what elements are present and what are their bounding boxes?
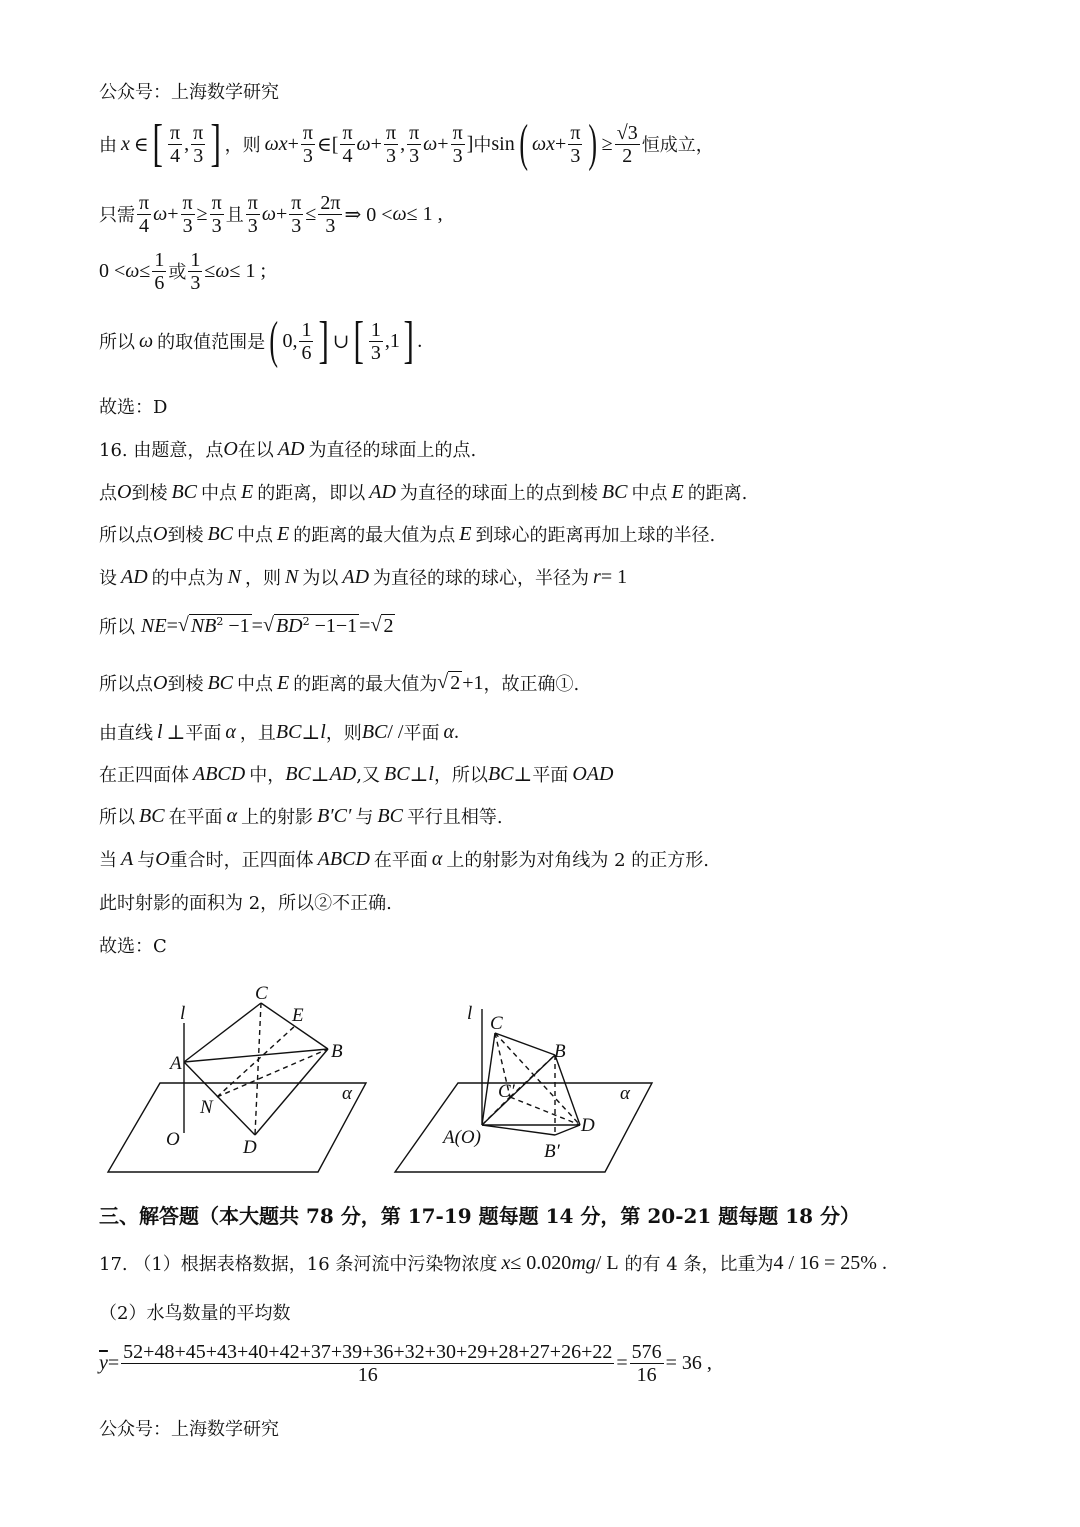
label-B-left: B xyxy=(331,1041,343,1062)
text: 17. （1）根据表格数据，16 条河流中污染物浓度 xyxy=(99,1254,498,1275)
label-D-right: D xyxy=(581,1115,595,1136)
text: 的距离. xyxy=(687,483,748,504)
solution-16-line-5: 所以 NE = √ $NB^2 -1$ = √ $BD^2 -1-1$ = √ 2 xyxy=(99,614,394,638)
text: 或 xyxy=(168,262,187,283)
text: 由 xyxy=(99,135,117,156)
text: 中 xyxy=(473,135,492,156)
text: 与 xyxy=(355,807,374,828)
text: 到球心的距离再加上球的半径. xyxy=(475,525,716,546)
text: 为直径的球面上的点到棱 xyxy=(399,483,598,504)
text: ，则 xyxy=(325,723,362,744)
solution-16-line-1: 16. 由题意，点 O 在以 AD 为直径的球面上的点. xyxy=(99,437,477,461)
solution-16-line-9: 所以 BC 在平面 α 上的射影 B′C′ 与 BC 平行且相等. xyxy=(99,804,503,828)
text: 平面 xyxy=(532,765,569,786)
text: 的中点为 xyxy=(151,568,224,589)
text: 中， xyxy=(249,765,286,786)
solution-17-line-2: （2）水鸟数量的平均数 xyxy=(99,1303,291,1324)
page-header: 公众号：上海数学研究 xyxy=(99,82,279,103)
proj-C-prime-D xyxy=(510,1097,580,1125)
solution-16-line-2: 点 O 到棱 BC 中点 E 的距离，即以 AD 为直径的球面上的点到棱 BC 中点 E 的距离. xyxy=(99,480,748,504)
solution-17-line-1: 17. （1）根据表格数据，16 条河流中污染物浓度 x ≤ 0.020 mg / L 的有 4 条，比重为 4 / 16 = 25% . xyxy=(99,1251,887,1275)
label-alpha-right: α xyxy=(620,1083,630,1104)
text: 的距离的最大值为 xyxy=(293,674,438,695)
text: 在正四面体 xyxy=(99,765,189,786)
label-A-O: A(O) xyxy=(443,1127,481,1148)
text: 且 xyxy=(225,205,244,226)
label-alpha-left: α xyxy=(342,1083,352,1104)
text: 在以 xyxy=(237,440,274,461)
text: 所以点 xyxy=(99,525,153,546)
label-O-left: O xyxy=(166,1129,180,1150)
edge-BD xyxy=(255,1049,328,1135)
text: 点 xyxy=(99,483,117,504)
text: 恒成立， xyxy=(641,135,714,156)
text: 到棱 xyxy=(131,483,168,504)
edge-BD-right xyxy=(555,1055,580,1125)
label-l-right: l xyxy=(467,1003,473,1024)
solution-15-line-1: 由 x ∈ [ $\frac{\pi}{4}$ , $\frac{\pi}{3}$ ] ，则 ωx + $\frac{\pi}{3}$ ∈[ $\frac{\pi}{4}$ ω + $\frac{\pi}{3}$ , $\frac{\pi}{3}$ ω + $\frac{\pi}{3}$ ] 中 sin ( ωx + $\frac{\pi}{3}$ ) ≥ $\frac{√3}{2}$ 恒成立， xyxy=(99,115,714,172)
mean-numerator: 52+48+45+43+40+42+37+39+36+32+30+29+28+27+26+22 xyxy=(123,1340,613,1363)
edge-CD-right xyxy=(495,1033,580,1125)
page-footer: 公众号：上海数学研究 xyxy=(99,1419,279,1440)
text: ，故正确①. xyxy=(483,674,580,695)
text: 为直径的球的球心，半径为 xyxy=(373,568,590,589)
mean-denominator: 16 xyxy=(357,1363,378,1386)
text: 上的射影 xyxy=(241,807,314,828)
text: ，则 xyxy=(245,568,282,589)
text: 的取值范围是 xyxy=(157,332,266,353)
text: 在平面 xyxy=(373,850,428,871)
solution-16-line-3: 所以点 O 到棱 BC 中点 E 的距离的最大值为点 E 到球心的距离再加上球的半径. xyxy=(99,522,716,546)
solution-15-line-4: 所以 ω 的取值范围是 ( 0, $\frac{1}{6}$ ] ∪ [ $\frac{1}{3}$ ,1 ] . xyxy=(99,312,423,369)
solution-16-line-6: 所以点 O 到棱 BC 中点 E 的距离的最大值为 √ 2 +1 ，故正确①. xyxy=(99,671,580,695)
edge-AC xyxy=(184,1003,261,1062)
plane-alpha-left xyxy=(108,1083,366,1172)
text: 的距离，即以 xyxy=(257,483,366,504)
label-B-right: B xyxy=(554,1041,566,1062)
text: 所以 xyxy=(99,332,135,353)
solution-16-line-11: 此时射影的面积为 2，所以②不正确. xyxy=(99,893,392,914)
label-l-left: l xyxy=(180,1003,186,1024)
text: ,又 xyxy=(356,765,380,786)
text: 与 xyxy=(137,850,156,871)
solution-16-line-4: 设 AD 的中点为 N ，则 N 为以 AD 为直径的球的球心，半径为 r = 1 xyxy=(99,565,628,589)
text: 到棱 xyxy=(167,674,204,695)
solution-15-line-2: 只需 $\frac{\pi}{4}$ ω + $\frac{\pi}{3}$ ≥ $\frac{\pi}{3}$ 且 $\frac{\pi}{3}$ ω + $\frac{\pi}{3}$ ≤ $\frac{2\pi}{3}$ ⇒ 0 < ω ≤ 1 , xyxy=(99,191,443,237)
sum-denominator: 16 xyxy=(636,1363,657,1386)
text: 的距离的最大值为点 xyxy=(293,525,456,546)
text: 为以 xyxy=(302,568,339,589)
section-3-title: 三、解答题（本大题共 78 分，第 17-19 题每题 14 分，第 20-21 题每题 18 分） xyxy=(99,1204,861,1228)
text: 设 xyxy=(99,568,117,589)
plane-alpha-right xyxy=(395,1083,652,1172)
solution-15-line-3: 0 < ω ≤ $\frac{1}{6}$ 或 $\frac{1}{3}$ ≤ ω ≤ 1 ; xyxy=(99,248,267,294)
text: 中点 xyxy=(237,674,274,695)
solution-16-line-8: 在正四面体 ABCD 中， BC ⊥ AD ,又 BC ⊥ l ，所以 BC ⊥ 平面 OAD xyxy=(99,762,614,786)
edge-AB xyxy=(184,1049,328,1062)
text: ，则 xyxy=(224,135,261,156)
figure-left xyxy=(108,1003,366,1172)
label-A-left: A xyxy=(170,1053,182,1074)
text: 平面 xyxy=(403,723,440,744)
answer-16: 故选：C xyxy=(99,936,167,957)
text: 平面 xyxy=(185,723,222,744)
text: 16. 由题意，点 xyxy=(99,440,224,461)
text: 中点 xyxy=(631,483,668,504)
figure-right xyxy=(395,1009,652,1172)
geometry-figures xyxy=(0,985,1080,1195)
label-C-prime: C′ xyxy=(498,1081,515,1102)
text: ，所以 xyxy=(433,765,488,786)
text: 为直径的球面上的点. xyxy=(308,440,477,461)
text: 由直线 xyxy=(99,723,153,744)
edge-CB-right xyxy=(495,1033,555,1055)
text: 到棱 xyxy=(167,525,204,546)
text: 所以 xyxy=(99,617,135,638)
proj-AB-prime xyxy=(482,1125,555,1135)
segment-NB xyxy=(217,1049,328,1097)
text: 重合时，正四面体 xyxy=(169,850,314,871)
text: 所以 xyxy=(99,807,135,828)
text: 只需 xyxy=(99,205,135,226)
solution-16-line-10: 当 A 与 O 重合时，正四面体 ABCD 在平面 α 上的射影为对角线为 2 的正方形. xyxy=(99,847,710,871)
text: 的有 4 条，比重为 xyxy=(624,1254,774,1275)
text: 中点 xyxy=(201,483,238,504)
text: 所以点 xyxy=(99,674,153,695)
label-C-left: C xyxy=(255,985,268,1004)
solution-17-line-3: $\overline{y}$ = $\frac{52+48+45+43+40+42+37+39+36+32+30+29+28+27+26+22}{16}$ = $\frac{576}{16}$ = 36 , xyxy=(99,1340,712,1386)
label-B-prime: B′ xyxy=(544,1141,560,1162)
mean-result: = 36 , xyxy=(665,1351,712,1374)
segment-NE xyxy=(217,1025,296,1097)
label-D-left: D xyxy=(243,1137,257,1158)
solution-16-line-7: 由直线 l ⊥ 平面 α ，且 BC ⊥ l ，则 BC / / 平面 α . xyxy=(99,720,459,744)
text: 中点 xyxy=(237,525,274,546)
text: ，且 xyxy=(239,723,276,744)
label-C-right: C xyxy=(490,1013,503,1034)
edge-AC-right xyxy=(482,1033,495,1125)
edge-CD xyxy=(255,1003,261,1135)
text: 在平面 xyxy=(168,807,223,828)
answer-15: 故选：D xyxy=(99,397,168,418)
text: 当 xyxy=(99,850,117,871)
text: 平行且相等. xyxy=(406,807,503,828)
sum-value: 576 xyxy=(631,1340,662,1363)
label-E: E xyxy=(292,1005,304,1026)
text: 上的射影为对角线为 2 的正方形. xyxy=(446,850,710,871)
proj-B-prime-D xyxy=(555,1125,580,1135)
label-N: N xyxy=(200,1097,213,1118)
